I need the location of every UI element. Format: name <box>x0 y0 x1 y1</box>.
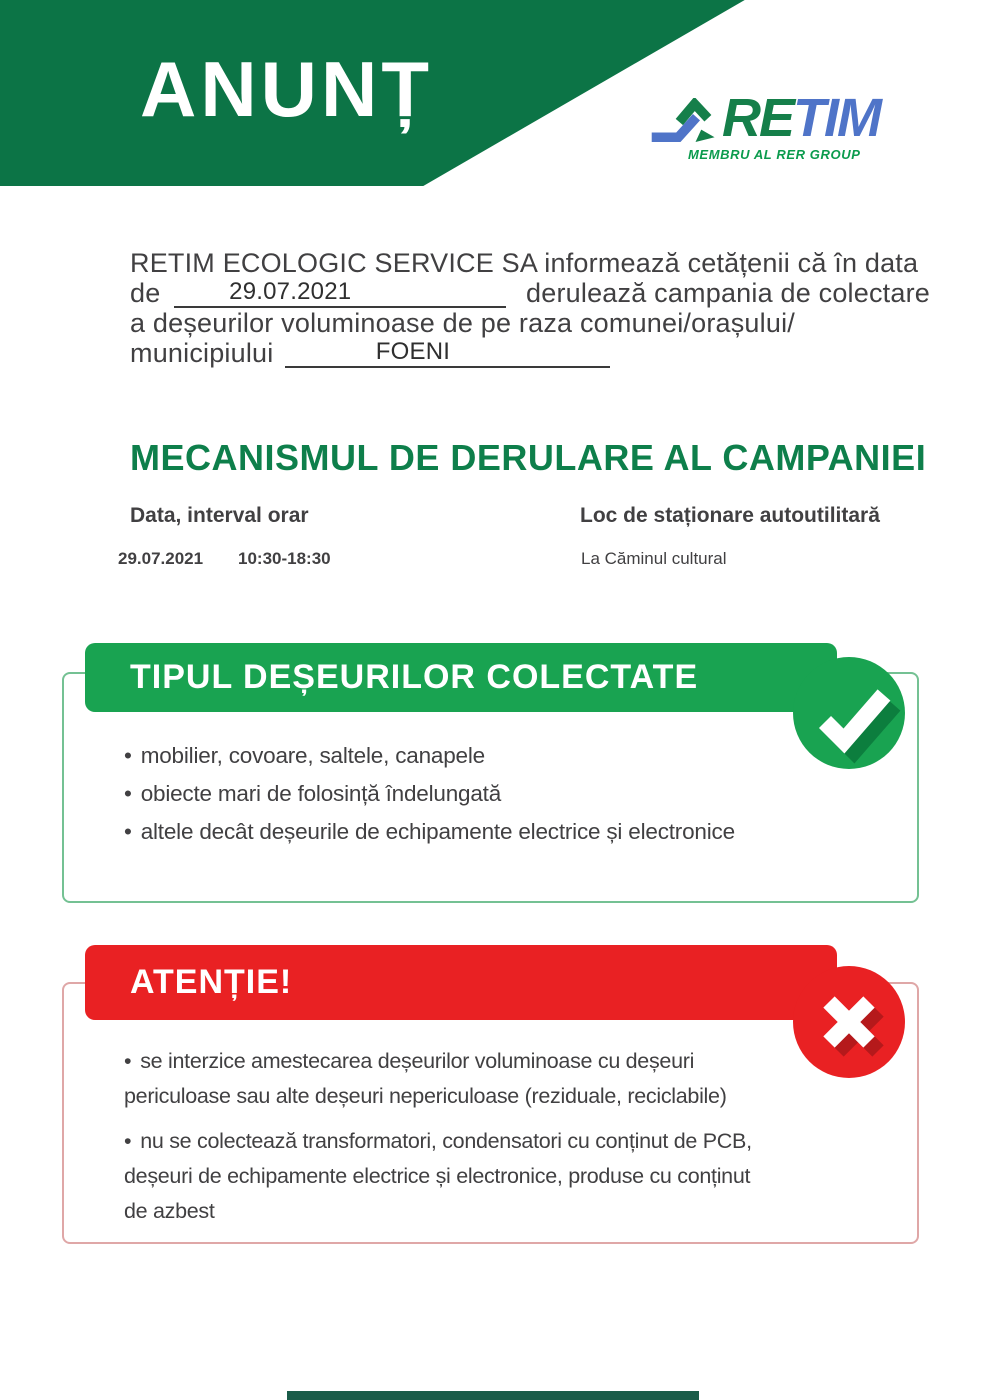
campaign-hours: 10:30-18:30 <box>238 549 331 568</box>
column-header-location: Loc de staționare autoutilitară <box>580 504 880 527</box>
intro-line-2-prefix: de <box>130 278 161 308</box>
x-icon <box>792 965 906 1079</box>
collected-waste-ribbon <box>85 643 837 712</box>
retim-logo <box>640 90 900 165</box>
city-blank-field: FOENI <box>285 338 610 368</box>
list-item: • se interzice amestecarea deșeurilor voluminoase cu deșeuri periculoase sau alte deșeuri nepericuloase (reziduale, reciclabile) <box>124 1044 769 1114</box>
campaign-location: La Căminul cultural <box>581 549 727 568</box>
check-icon <box>792 656 906 770</box>
recycle-icon <box>646 98 726 146</box>
intro-paragraph <box>130 248 930 368</box>
intro-line-2-suffix: derulează campania de colectare <box>526 278 930 308</box>
page-title: ANUNȚ <box>140 45 433 133</box>
date-blank-field: 29.07.2021 <box>174 278 506 308</box>
list-item: • mobilier, covoare, saltele, canapele <box>124 744 735 767</box>
footer-bar <box>287 1391 699 1400</box>
list-item: • obiecte mari de folosință îndelungată <box>124 782 735 805</box>
intro-line-1: RETIM ECOLOGIC SERVICE SA informează cetățenii că în data <box>130 248 919 278</box>
attention-title: ATENȚIE! <box>130 963 293 1001</box>
collected-waste-list <box>124 744 735 858</box>
collected-waste-title: TIPUL DEȘEURILOR COLECTATE <box>130 658 699 696</box>
mechanism-title: MECANISMUL DE DERULARE AL CAMPANIEI <box>130 437 927 478</box>
campaign-date: 29.07.2021 <box>118 549 204 568</box>
column-header-date: Data, interval orar <box>130 504 309 527</box>
list-item: • nu se colectează transformatori, condensatori cu conținut de PCB, deșeuri de echipamente electrice și electronice, produse cu conținut de azbest <box>124 1124 769 1229</box>
intro-line-4 <box>130 338 930 368</box>
attention-ribbon <box>85 945 837 1020</box>
intro-line-4-prefix: municipiului <box>130 338 274 368</box>
logo-wordmark <box>722 90 880 146</box>
list-item: • altele decât deșeurile de echipamente electrice și electronice <box>124 820 735 843</box>
logo-text-re: RE <box>722 88 794 148</box>
intro-line-2 <box>130 278 930 308</box>
logo-tagline: MEMBRU AL RER GROUP <box>688 147 861 162</box>
attention-list <box>124 1044 769 1239</box>
logo-text-tim: TIM <box>793 88 880 148</box>
intro-line-3: a deșeurilor voluminoase de pe raza comunei/orașului/ <box>130 308 795 338</box>
